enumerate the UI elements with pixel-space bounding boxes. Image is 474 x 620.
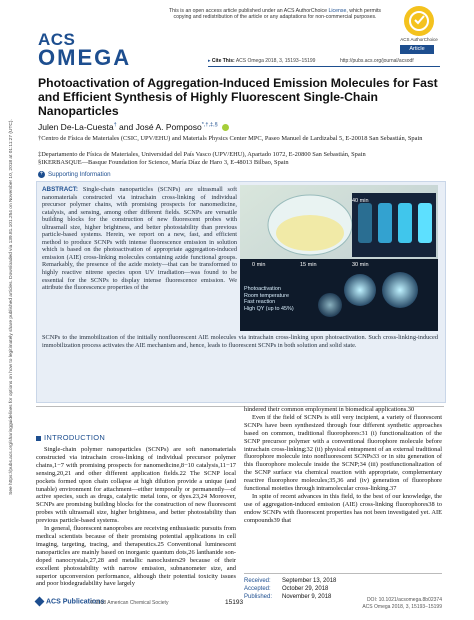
cite-this[interactable]: ▸ Cite This: ACS Omega 2018, 3, 15193−15199 [208,58,316,64]
affiliation-1: †Centro de Física de Materiales (CSIC, UPV/EHU) and Materials Physics Center MPC, Paseo Manuel de Lardizabal 5, E-20018 San Sebastián, Spain [38,135,423,142]
orcid-icon[interactable] [222,124,229,131]
download-notice-text: See https://pubs.acs.org/sharingguidelines for options on how to legitimately share published articles. Downloaded via 139.81.101.254 on November 10, 2018 at 01:11:27 (UTC). [9,119,14,495]
accepted-date: October 29, 2018 [282,586,329,592]
toc-label-2: Room temperature [244,292,289,299]
received-row [244,577,442,585]
journal-reference: ACS Omega 2018, 3, 15193−15199 [362,603,442,610]
doi-block [334,597,442,610]
toc-labels [244,286,294,312]
journal-url[interactable]: http://pubs.acs.org/journal/acsodf [340,58,414,64]
body-column-left [36,446,236,588]
intro-paragraph-4: Even if the field of SCNPs is still very incipient, a variety of fluorescent SCNPs have been synthesized through four different synthetic approaches based on common, traditional fluorophores:31 (i) functionalization of the SCNP precursor polymer with a conventional fluorophore molecule before intrachain cross-linking;32 (ii) physical entrapment of an external traditional fluorophore molecule into nonfluorescent SCNPs33 or in situ generation of this fluorophore molecule inside the SCNP;34 (iii) postfunctionalization of the SCNP surface via chemical reaction with appropriate, complementary reactive fluorophore molecules;35,36 and (iv) generation of fluorophore functional moieties through intramolecular cross-linking.37 [244,413,442,493]
supporting-information-link[interactable] [38,171,111,178]
acs-diamond-icon [35,597,45,607]
author-1[interactable]: Julen De-La-Cuesta [38,122,114,132]
affiliation-3: §IKERBASQUE—Basque Foundation for Science, María Díaz de Haro 3, E-48013 Bilbao, Spain [38,159,289,166]
notice-text: This is an open access article published under an ACS AuthorChoice [169,8,328,14]
plus-icon: + [39,171,44,177]
header-rule [208,66,440,67]
author-2-affil: *,†,‡,§ [201,122,218,129]
abstract-label: ABSTRACT: [42,186,79,193]
journal-logo [38,30,131,71]
author-1-affil: † [113,122,117,129]
accepted-label: Accepted: [244,586,271,592]
accepted-row [244,585,442,593]
abstract-text-continued: SCNPs to the immobilization of the initially nonfluorescent AIE molecules via intrachain cross-linking upon photoactivation. Such cross-linking-induced immobilization process activates the AIE mechanism and, hence, leads to fluorescent SCNPs in both solution and solid state. [42,334,438,349]
published-label: Published: [244,594,273,600]
body-column-right [244,406,442,525]
cite-reference: ACS Omega 2018, 3, 15193−15199 [235,58,316,64]
author-2[interactable]: José A. Pomposo [135,122,202,132]
toc-time-40: 40 min [352,198,369,204]
authorchoice-icon [404,6,434,36]
supporting-information-label: Supporting Information [48,171,111,179]
download-notice-strip [0,0,24,620]
published-date: November 9, 2018 [282,594,332,600]
toc-label-1: Photoactivation [244,286,281,292]
received-label: Received: [244,578,271,584]
intro-paragraph-2: In general, fluorescent nanoprobes are receiving enthusiastic pursuits from medical scientists because of their promising potential applications in cell imaging, targeting, tracing, and therapeutics.25 Conventional luminescent nanoparticles are mainly based on inorganic quantum dots,26 lanthanide son-doped nanocrystals,27,28 and metallic nanoclusters29 because of their excellent photostability with narrow emission, subnanometer size, and superior upconversion performance, although their potential toxicity issues and poor biodegradability have largely [36,525,236,588]
abstract-text [42,186,237,292]
copyright: © 2018 American Chemical Society [90,600,169,606]
section-bullet-icon [36,436,41,441]
open-access-notice [150,8,400,21]
article-title: Photoactivation of Aggregation-Induced Emission Molecules for Fast and Efficient Synthesis of Highly Fluorescent Single-Chain Nanoparticles [38,76,438,118]
page-number: 15193 [225,599,244,606]
introduction-heading [36,433,105,442]
authorchoice-label: ACS AuthorChoice [400,37,438,42]
author-and: and [119,122,134,132]
intro-paragraph-1: Single-chain polymer nanoparticles (SCNPs) are soft nanomaterials constructed via intrachain cross-linking of individual precursor polymer chains,1−7 with promising prospects for nanomedicine,8−10 catalysis,11−17 sensing,20,21 and other different application fields.22 The SCNP local pockets formed upon chain collapse at high dilution provide a unique (and tunable) environment for attachment—either temporally or permanently—of active species, such as drugs, catalytic metal ions, or dyes.23,24 Moreover, SCNPs are promising building blocks for the construction of new fluorescent probes with ultrasmall size, higher brightness, and better photostability than previous particle-based systems. [36,446,236,525]
notice-text-end: , which permits [346,8,381,14]
abstract-body: Single-chain nanoparticles (SCNPs) are ultrasmall soft nanomaterials constructed via intrachain cross-linking of individual precursor polymer chains, with promising prospects for nanomedicine, catalysis, and sensing, among other different fields. SCNPs are versatile building blocks for the construction of new fluorescent probes with ultrasmall size, higher brightness, and better photostability than previous particle-based systems. Herein, we report on a new, fast, and efficient method to produce SCNPs with intense fluorescence emission in solution which is based on the photoactivation of appropriate aggregation-induced emission (AIE) cross-linking molecules containing azide functional groups. Remarkably, the presence of the azide moiety—that can be transformed to highly reactive nitrene species upon UV irradiation—was found to be essential for the SCNPs to display intense fluorescence emission. We attribute the fluorescence properties of the [42,186,237,292]
toc-time-0: 0 min [252,262,266,268]
toc-label-3: Fast reaction [244,299,276,306]
cite-label: Cite This: [211,58,235,64]
received-date: September 13, 2018 [282,578,337,584]
doi-link[interactable]: DOI: 10.1021/acsomega.8b02374 [366,597,442,603]
logo-acs: ACS [38,30,76,49]
toc-time-30: 30 min [352,262,369,268]
toc-time-15: 15 min [300,262,317,268]
introduction-heading-label: INTRODUCTION [44,433,106,442]
license-link[interactable]: License [328,8,347,14]
intro-paragraph-3: hindered their common employment in biomedical applications.30 [244,406,415,413]
publisher-label: ACS Publications [46,598,105,606]
intro-paragraph-5: In spite of recent advances in this field, to the best of our knowledge, the use of aggregation-induced emission (AIE) cross-linking fluorophores38 to endow SCNPs with fluorescent properties has not been investigated yet. AIE compounds39 that [244,492,442,524]
logo-omega: OMEGA [38,45,132,70]
affiliation-2: ‡Departamento de Física de Materiales, Universidad del País Vasco (UPV/EHU), Apartado 1072, E-20800 San Sebastián, Spain [38,151,366,158]
notice-text-2: copying and redistribution of the article or any adaptations for non-commercial purposes. [173,14,377,21]
author-list [38,122,229,132]
article-type-badge: Article [400,45,434,54]
toc-label-4: High QY (up to 45%) [244,305,294,312]
